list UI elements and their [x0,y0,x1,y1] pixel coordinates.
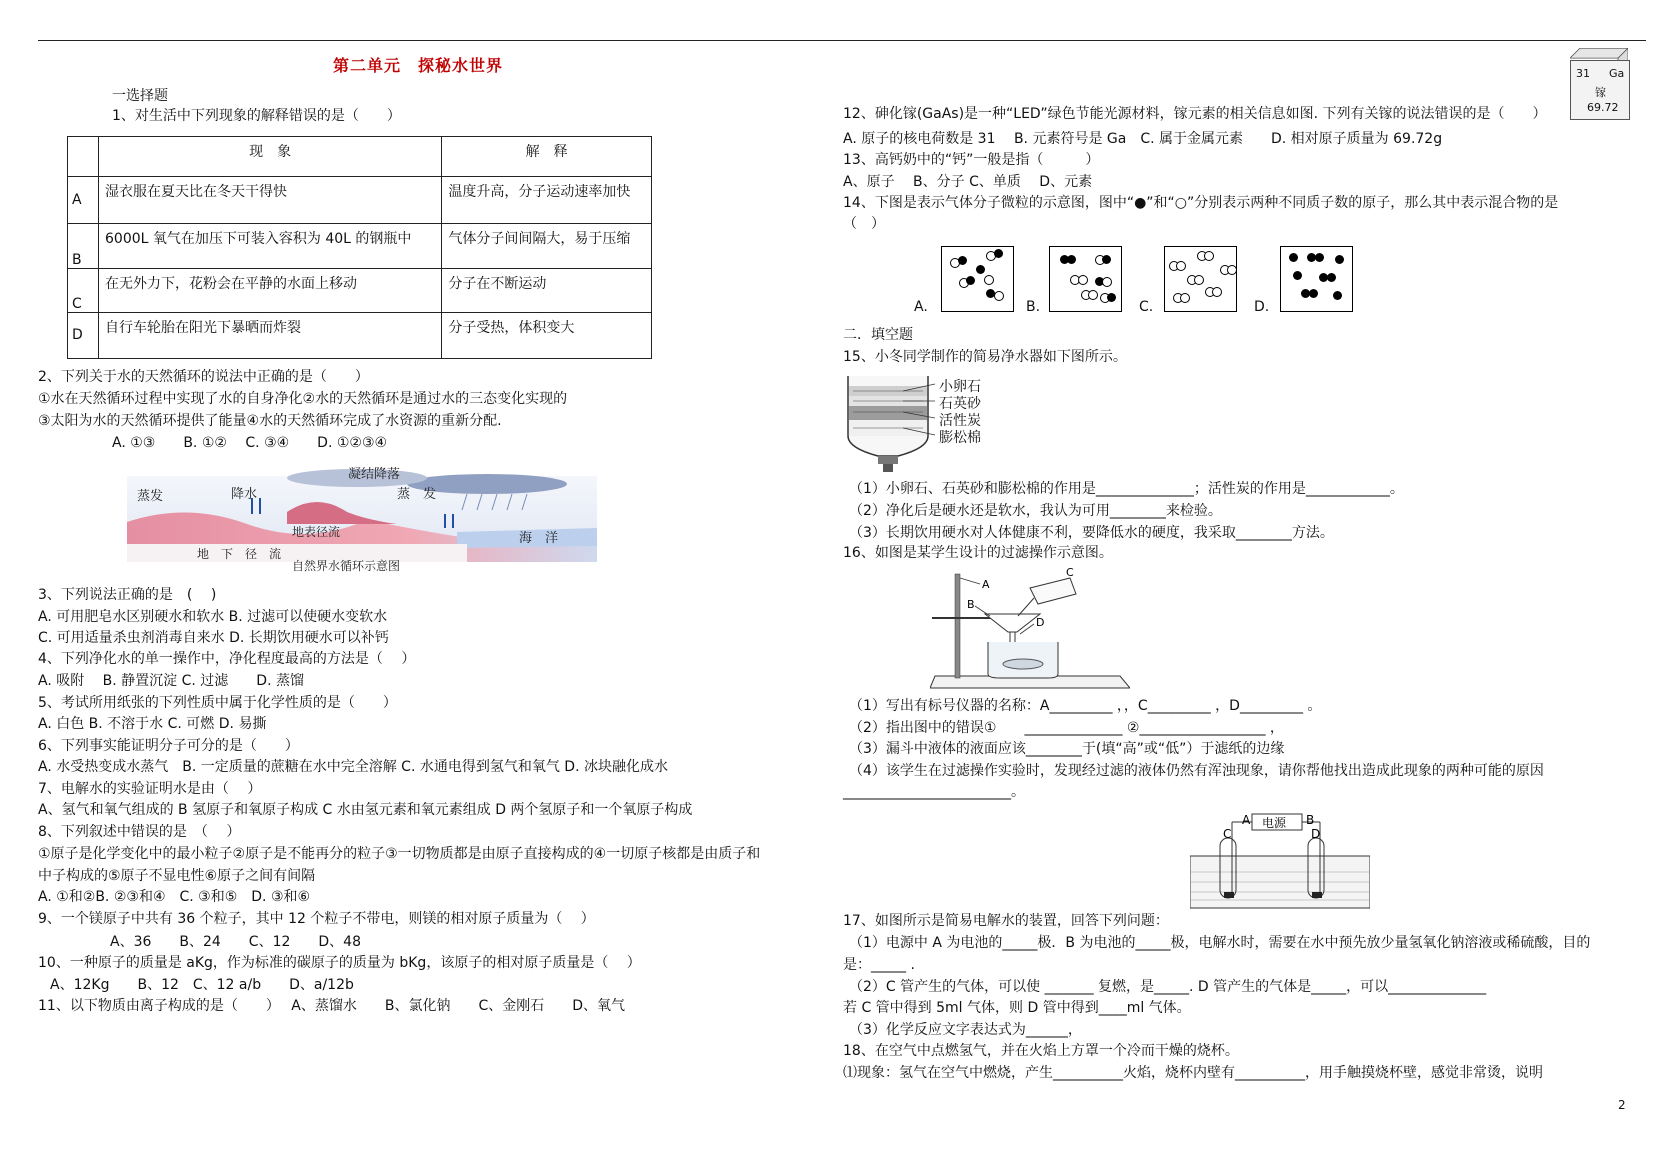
q18-stem: 18、在空气中点燃氢气，并在火焰上方罩一个冷而干燥的烧杯。 [843,1043,1239,1059]
q2-stem: 2、下列关于水的天然循环的说法中正确的是（ ） [38,369,369,385]
element-cell-3d-edge [1570,48,1628,60]
q5-stem: 5、考试所用纸张的下列性质中属于化学性质的是（ ） [38,695,397,711]
q15-part2: （2）净化后是硬水还是软水，我认为可用________来检验。 [849,503,1222,519]
q13-stem: 13、高钙奶中的“钙”一般是指（ ） [843,152,1100,168]
q17-part1-blank: 是：_____ . [843,957,915,973]
q13-options: A、原子 B、分子 C、单质 D、元素 [843,174,1093,190]
q1-row-explanation: 分子受热，体积变大 [442,312,652,358]
water-cycle-label-rain: 降水 [231,487,258,502]
water-cycle-figure [127,462,597,572]
q8-line2: 中子构成的⑤原子不显电性⑥原子之间有间隔 [38,868,316,884]
electrolysis-illustration [1190,812,1370,912]
electrolysis-label-d: D [1311,827,1321,841]
q6-stem: 6、下列事实能证明分子可分的是（ ） [38,738,299,754]
q17-stem: 17、如图所示是简易电解水的装置，回答下列问题： [843,913,1169,929]
q6-options: A. 水受热变成水蒸气 B. 一定质量的蔗糖在水中完全溶解 C. 水通电得到氢气和氧气 D. 冰块融化成水 [38,759,668,775]
q17-part2: （2）C 管产生的气体，可以使 _______ 复燃，是_____. D 管产生的气体是_____，可以______________ [849,979,1487,995]
purifier-layer-4: 膨松棉 [939,430,981,446]
q1-row-explanation: 温度升高，分子运动速率加快 [442,177,652,223]
filtration-label-c: C [1066,566,1074,579]
element-number: 31 [1576,67,1590,80]
water-cycle-caption: 自然界水循环示意图 [292,559,401,572]
q14-label-a: A. [914,299,928,315]
q1-row-phenomenon: 湿衣服在夏天比在冬天干得快 [99,177,442,223]
q14-box-c [1164,246,1237,312]
q12-stem: 12、砷化镓(GaAs)是一种“LED”绿色节能光源材料，镓元素的相关信息如图. 下列有关镓的说法错误的是（ ） [843,106,1547,122]
water-cycle-label-ocean: 海 洋 [519,531,559,546]
q1-row-phenomenon: 6000L 氧气在加压下可装入容积为 40L 的钢瓶中 [99,223,442,268]
q16-stem: 16、如图是某学生设计的过滤操作示意图。 [843,545,1113,561]
water-cycle-label-evap2: 蒸 发 [397,487,437,502]
page-title: 第二单元 探秘水世界 [333,56,504,75]
q1-stem: 1、对生活中下列现象的解释错误的是（ ） [112,108,401,124]
q15-part1: （1）小卵石、石英砂和膨松棉的作用是______________；活性炭的作用是____________。 [849,481,1404,497]
q2-line2: ③太阳为水的天然循环提供了能量④水的天然循环完成了水资源的重新分配. [38,413,502,429]
q3-line1: A. 可用肥皂水区别硬水和软水 B. 过滤可以使硬水变软水 [38,609,388,625]
filtration-label-d: D [1036,616,1045,629]
q17-part2-cont: 若 C 管中得到 5ml 气体，则 D 管中得到____ml 气体。 [843,1000,1191,1016]
purifier-layer-2: 石英砂 [939,396,981,412]
q1-row-phenomenon: 在无外力下，花粉会在平静的水面上移动 [99,269,442,312]
q18-part1: ⑴现象：氢气在空气中燃烧，产生__________火焰，烧杯内壁有__________，用手触摸烧杯壁，感觉非常烫，说明 [843,1065,1543,1081]
purifier-layer-3: 活性炭 [939,413,981,429]
purifier-layer-1: 小卵石 [939,379,981,395]
section-heading-choice: 一选择题 [112,88,168,104]
filtration-figure [930,566,1130,690]
q15-stem: 15、小冬同学制作的简易净水器如下图所示。 [843,349,1127,365]
q14-stem: 14、下图是表示气体分子微粒的示意图，图中“●”和“○”分别表示两种不同质子数的原子，那么其中表示混合物的是 [843,195,1559,211]
element-symbol: Ga [1609,67,1625,80]
element-cell-face [1570,60,1630,120]
q14-box-a [941,246,1014,312]
filtration-label-a: A [982,578,990,591]
water-cycle-label-evap1: 蒸发 [137,489,164,504]
q9-stem: 9、一个镁原子中共有 36 个粒子，其中 12 个粒子不带电，则镁的相对原子质量为（ ） [38,911,595,927]
q9-options: A、36 B、24 C、12 D、48 [110,934,361,950]
q1-header-blank [68,137,99,177]
filtration-illustration [930,566,1130,690]
q16-part4: （4）该学生在过滤操作实验时，发现经过滤的液体仍然有浑浊现象，请你帮他找出造成此现象的两种可能的原因 [849,763,1544,779]
q16-part1: （1）写出有标号仪器的名称：A_________ ，，C_________ ，D_________ 。 [849,698,1322,714]
q7-options: A、氢气和氧气组成的 B 氢原子和氧原子构成 C 水由氢元素和氧元素组成 D 两个氢原子和一个氧原子构成 [38,802,693,818]
water-cycle-label-surface: 地表径流 [292,525,341,539]
q1-row-label: A [68,177,99,223]
q8-options: A. ①和②B. ②③和④ C. ③和⑤ D. ③和⑥ [38,889,311,905]
element-mass: 69.72 [1587,101,1619,114]
q16-part3: （3）漏斗中液体的液面应该________于(填“高”或“低”）于滤纸的边缘 [849,741,1285,757]
electrolysis-label-b: B [1306,813,1315,827]
element-name: 镓 [1595,86,1606,99]
q2-line1: ①水在天然循环过程中实现了水的自身净化②水的天然循环是通过水的三态变化实现的 [38,391,568,407]
q14-label-c: C. [1139,299,1154,315]
top-rule [38,40,1646,41]
q1-header-explanation: 解 释 [442,137,652,177]
q2-options: A. ①③ B. ①② C. ③④ D. ①②③④ [112,435,388,451]
q10-stem: 10、一种原子的质量是 aKg，作为标准的碳原子的质量为 bKg，该原子的相对原子质量是（ ） [38,955,641,971]
q16-part4-blank: ________________________。 [843,784,1025,800]
q1-row-explanation: 分子在不断运动 [442,269,652,312]
q3-line2: C. 可用适量杀虫剂消毒自来水 D. 长期饮用硬水可以补钙 [38,630,389,646]
q1-row-label: D [68,312,99,358]
q1-row-explanation: 气体分子间间隔大，易于压缩 [442,223,652,268]
section-heading-fill: 二．填空题 [843,327,913,343]
element-cell-ga [1570,48,1640,118]
q8-stem: 8、下列叙述中错误的是 （ ） [38,824,241,840]
q4-stem: 4、下列净化水的单一操作中，净化程度最高的方法是（ ） [38,651,416,667]
water-cycle-label-top: 凝结降落 [348,467,401,482]
electrolysis-label-a: A [1242,813,1251,827]
water-cycle-illustration [127,462,597,572]
q14-label-d: D. [1254,299,1270,315]
page-number: 2 [1618,1098,1626,1112]
q14-paren: （ ） [843,216,885,232]
q1-header-phenomenon: 现 象 [99,137,442,177]
q17-part1: （1）电源中 A 为电池的_____极．B 为电池的_____极，电解水时，需要在水中预先放少量氢氧化钠溶液或稀硫酸，目的 [849,935,1591,951]
filtration-label-b: B [967,598,975,611]
q14-label-b: B. [1026,299,1041,315]
q3-stem: 3、下列说法正确的是 ( ) [38,587,217,603]
electrolysis-figure [1190,812,1370,912]
q1-row-label: C [68,269,99,312]
q17-part3: （3）化学反应文字表达式为______， [849,1022,1082,1038]
q1-row-phenomenon: 自行车轮胎在阳光下暴晒而炸裂 [99,312,442,358]
q8-line1: ①原子是化学变化中的最小粒子②原子是不能再分的粒子③一切物质都是由原子直接构成的④一切原子核都是由质子和 [38,846,761,862]
q14-box-d [1280,246,1353,312]
q5-options: A. 白色 B. 不溶于水 C. 可燃 D. 易撕 [38,716,267,732]
q16-part2: （2）指出图中的错误① ______________ ②__________________ ， [849,720,1284,736]
q4-options: A. 吸附 B. 静置沉淀 C. 过滤 D. 蒸馏 [38,673,304,689]
q1-row-label: B [68,223,99,268]
water-purifier-figure [843,374,993,474]
electrolysis-power-label: 电源 [1262,816,1287,830]
q15-part3: （3）长期饮用硬水对人体健康不利，要降低水的硬度，我采取________方法。 [849,525,1334,541]
q10-options: A、12Kg B、12 C、12 a/b D、a/12b [50,977,354,993]
water-cycle-label-ground: 地 下 径 流 [197,547,282,561]
q1-table [67,136,652,359]
electrolysis-label-c: C [1223,827,1232,841]
q11-stem: 11、以下物质由离子构成的是（ ） A、蒸馏水 B、氯化钠 C、金刚石 D、氧气 [38,998,625,1014]
q12-options: A. 原子的核电荷数是 31 B. 元素符号是 Ga C. 属于金属元素 D. 相对原子质量为 69.72g [843,131,1443,147]
q14-box-b [1049,246,1122,312]
q7-stem: 7、电解水的实验证明水是由（ ） [38,781,262,797]
